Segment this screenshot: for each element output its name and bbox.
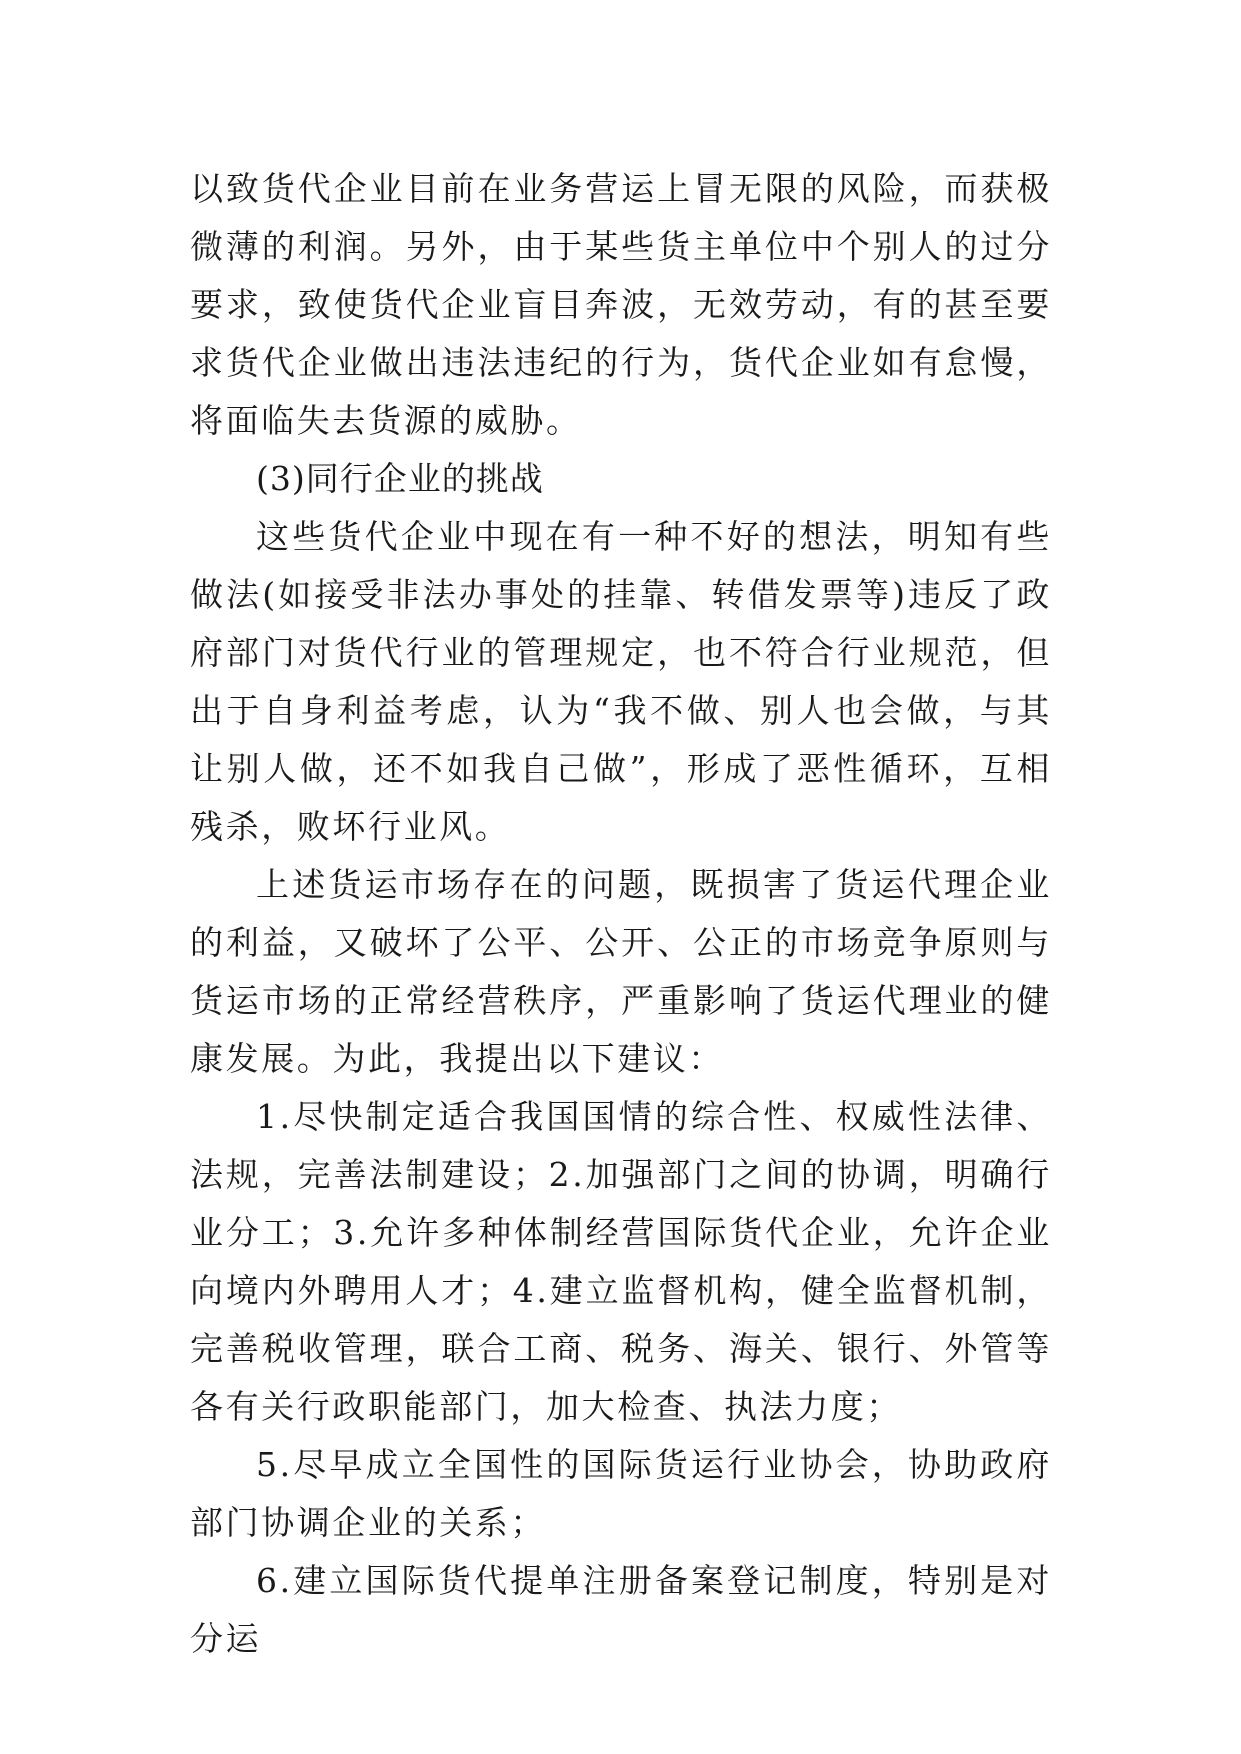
paragraph-suggestion-6: 6.建立国际货代提单注册备案登记制度，特别是对分运 (190, 1561, 1052, 1658)
document-body (190, 160, 1052, 1668)
paragraph-suggestions-1-4: 1.尽快制定适合我国国情的综合性、权威性法律、法规，完善法制建设；2.加强部门之间的协调，明确行业分工；3.允许多种体制经营国际货代企业，允许企业向境内外聘用人才；4.建立监督机构，健全监督机制，完善税收管理，联合工商、税务、海关、银行、外管等各有关行政职能部门，加大检查、执法力度； (190, 1097, 1052, 1426)
paragraph-risk-profit: 以致货代企业目前在业务营运上冒无限的风险，而获极微薄的利润。另外，由于某些货主单位中个别人的过分要求，致使货代企业盲目奔波，无效劳动，有的甚至要求货代企业做出违法违纪的行为，货代企业如有怠慢，将面临失去货源的威胁。 (190, 169, 1052, 440)
paragraph-suggestion-5: 5.尽早成立全国性的国际货运行业协会，协助政府部门协调企业的关系； (190, 1445, 1052, 1542)
paragraph-peer-practices: 这些货代企业中现在有一种不好的想法，明知有些做法(如接受非法办事处的挂靠、转借发票等)违反了政府部门对货代行业的管理规定，也不符合行业规范，但出于自身利益考虑，认为“我不做、别人也会做，与其让别人做，还不如我自己做”，形成了恶性循环，互相残杀，败坏行业风。 (190, 517, 1052, 846)
section-heading-peer-challenge: (3)同行企业的挑战 (256, 459, 544, 498)
paragraph-market-problems: 上述货运市场存在的问题，既损害了货运代理企业的利益，又破坏了公平、公开、公正的市场竞争原则与货运市场的正常经营秩序，严重影响了货运代理业的健康发展。为此，我提出以下建议： (190, 865, 1052, 1078)
